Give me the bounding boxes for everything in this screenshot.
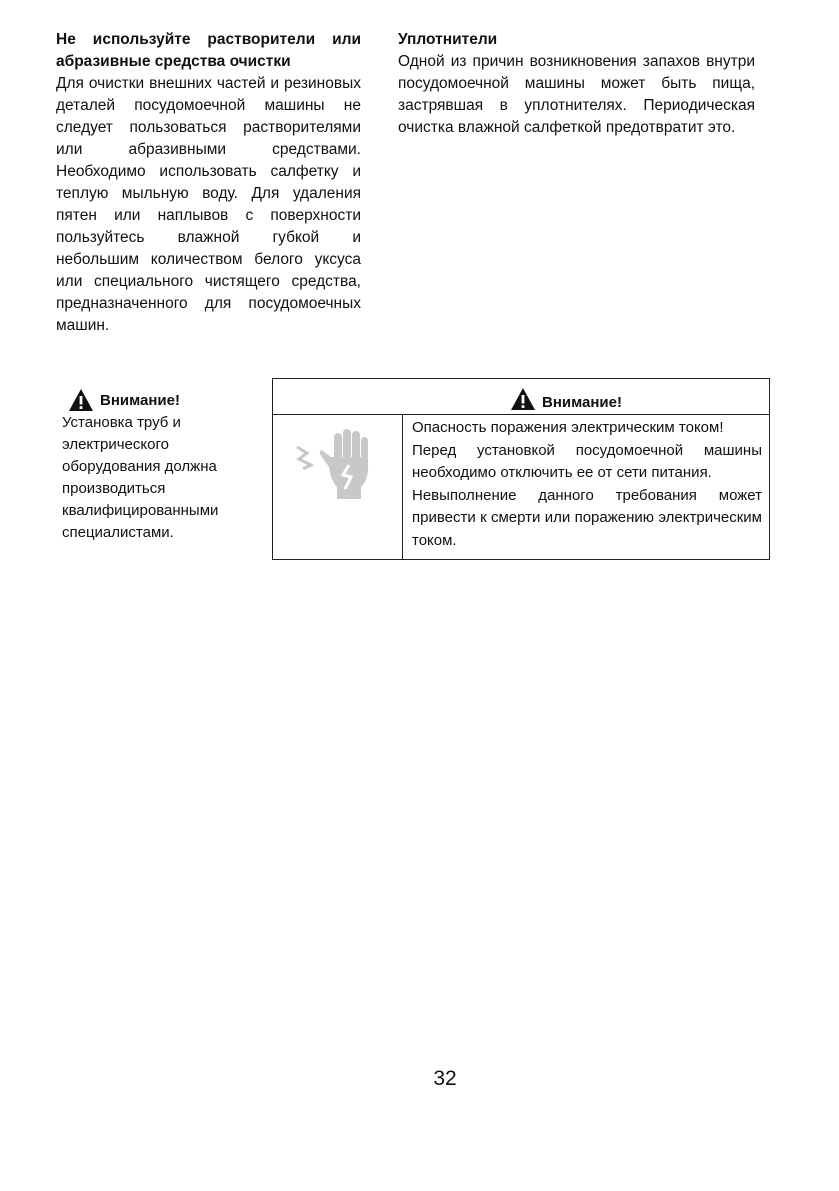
disconnect-power-line: Перед установкой посудомоечной машины необходимо отключить ее от сети питания. — [412, 441, 762, 481]
electric-shock-warning-header — [273, 379, 769, 415]
page-number: 32 — [433, 1067, 457, 1090]
left-column — [56, 29, 361, 337]
seals-heading: Уплотнители — [398, 31, 498, 48]
installation-warning-label: Внимание! — [100, 392, 180, 409]
warning-triangle-icon — [510, 387, 536, 411]
installation-warning-text: Установка труб и электрического оборудования должна производиться квалифицированными специалистами. — [62, 414, 219, 541]
electric-shock-warning-text — [412, 417, 762, 552]
warning-triangle-icon — [68, 388, 94, 412]
electric-shock-warning-box — [272, 378, 770, 560]
installation-warning-title — [68, 384, 252, 412]
solvents-paragraph: Для очистки внешних частей и резиновых деталей посудомоечной машины не следует пользоваться растворителями или абразивными средствами. Необходимо использовать салфетку и теплую мыльную воду. Для удаления пятен или наплывов с поверхности пользуйтесь влажной губкой и небольшим количеством белого уксуса или специального чистящего средства, предназначенного для посудомоечных машин. — [56, 75, 361, 334]
electric-shock-warning-label: Внимание! — [542, 394, 622, 411]
warning-icon-cell — [273, 415, 403, 559]
electric-shock-hand-icon — [285, 421, 385, 501]
right-column — [398, 29, 755, 139]
consequences-line: Невыполнение данного требования может привести к смерти или поражению электрическим током. — [412, 486, 762, 549]
shock-danger-line: Опасность поражения электрическим током! — [412, 419, 724, 436]
solvents-heading: Не используйте растворители или абразивные средства очистки — [56, 31, 361, 70]
seals-paragraph: Одной из причин возникновения запахов внутри посудомоечной машины может быть пища, застрявшая в уплотнителях. Периодическая очистка влажной салфеткой предотвратит это. — [398, 53, 755, 136]
installation-warning — [62, 384, 252, 544]
